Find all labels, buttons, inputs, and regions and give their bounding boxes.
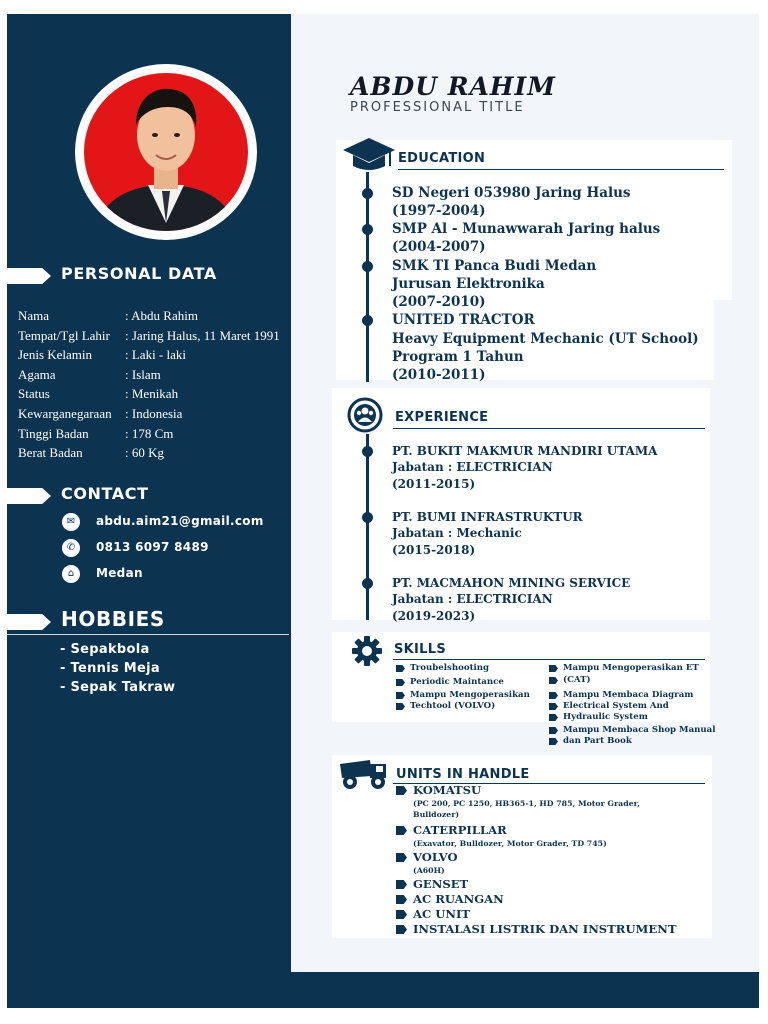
units-title: UNITS IN HANDLE bbox=[396, 767, 530, 782]
unit-item: CATERPILLAR bbox=[413, 823, 507, 837]
experience-period: (2011-2015) bbox=[392, 477, 476, 491]
experience-title: EXPERIENCE bbox=[395, 410, 489, 425]
timeline-dot bbox=[362, 188, 373, 199]
dump-truck-icon bbox=[338, 756, 390, 794]
contact-phone-text: 0813 6097 8489 bbox=[96, 540, 209, 554]
experience-role: Jabatan : ELECTRICIAN bbox=[392, 460, 553, 474]
experience-company: PT. MACMAHON MINING SERVICE bbox=[392, 576, 631, 590]
profile-photo bbox=[84, 73, 248, 231]
personal-row-name: Nama : Abdu Rahim bbox=[18, 308, 198, 323]
unit-detail: Bulldozer) bbox=[413, 810, 460, 819]
personal-row-nationality: Kewarganegaraan : Indonesia bbox=[18, 406, 183, 421]
unit-item: VOLVO bbox=[413, 850, 458, 864]
unit-item: KOMATSU bbox=[413, 783, 482, 797]
education-line: Heavy Equipment Mechanic (UT School) bbox=[392, 331, 699, 347]
education-line: UNITED TRACTOR bbox=[392, 312, 535, 328]
timeline-dot bbox=[362, 224, 373, 235]
arrow-right-icon bbox=[7, 268, 51, 284]
timeline-dot bbox=[362, 446, 373, 457]
personal-data-header bbox=[7, 264, 267, 288]
experience-role: Jabatan : ELECTRICIAN bbox=[392, 592, 553, 606]
skill-item-cont: Hydraulic System bbox=[563, 712, 648, 722]
hobby-item: - Sepakbola bbox=[60, 642, 150, 657]
personal-row-weight: Berat Badan : 60 Kg bbox=[18, 445, 164, 460]
education-line: Program 1 Tahun bbox=[392, 349, 524, 365]
personal-row-birth: Tempat/Tgl Lahir : Jaring Halus, 11 Maret 1991 bbox=[18, 328, 280, 343]
education-line: (2007-2010) bbox=[392, 294, 486, 310]
education-rule bbox=[398, 169, 724, 170]
timeline-dot bbox=[362, 315, 373, 326]
hobby-item: - Sepak Takraw bbox=[60, 680, 176, 695]
education-line: SMK TI Panca Budi Medan bbox=[392, 258, 597, 274]
unit-detail: (PC 200, PC 1250, HB365-1, HD 785, Motor Grader, bbox=[413, 799, 640, 808]
hobbies-header bbox=[7, 607, 267, 634]
skills-title: SKILLS bbox=[394, 642, 447, 657]
education-line: (1997-2004) bbox=[392, 203, 486, 219]
skill-item: Mampu Mengoperasikan bbox=[410, 690, 530, 700]
skill-item-cont: (CAT) bbox=[563, 675, 591, 685]
unit-item: AC RUANGAN bbox=[413, 892, 504, 906]
unit-detail: (Exavator, Bulldozer, Motor Grader, TD 745) bbox=[413, 839, 607, 848]
skill-item: Periodic Maintance bbox=[410, 677, 504, 687]
education-title: EDUCATION bbox=[398, 151, 486, 166]
skill-item-cont: Techtool (VOLVO) bbox=[410, 701, 496, 711]
personal-row-gender: Jenis Kelamin : Laki - laki bbox=[18, 347, 187, 362]
experience-company: PT. BUMI INFRASTRUKTUR bbox=[392, 510, 583, 524]
education-line: SMP Al - Munawwarah Jaring halus bbox=[392, 221, 661, 237]
person-name: ABDU RAHIM bbox=[350, 72, 556, 101]
skill-item-cont: dan Part Book bbox=[563, 736, 632, 746]
phone-icon: ✆ bbox=[62, 539, 80, 557]
hobby-item: - Tennis Meja bbox=[60, 661, 160, 676]
education-line: (2010-2011) bbox=[392, 367, 486, 383]
people-target-icon bbox=[347, 397, 383, 437]
timeline-dot bbox=[362, 261, 373, 272]
experience-period: (2015-2018) bbox=[392, 543, 476, 557]
experience-rule bbox=[393, 428, 705, 429]
personal-row-height: Tinggi Badan : 178 Cm bbox=[18, 426, 174, 441]
skill-item-cont: Electrical System And bbox=[563, 701, 669, 711]
personal-row-religion: Agama : Islam bbox=[18, 367, 161, 382]
professional-title: PROFESSIONAL TITLE bbox=[350, 100, 525, 115]
education-line: (2004-2007) bbox=[392, 239, 486, 255]
unit-item: INSTALASI LISTRIK DAN INSTRUMENT bbox=[413, 922, 677, 936]
skill-item: Mampu Membaca Diagram bbox=[563, 690, 694, 700]
experience-period: (2019-2023) bbox=[392, 609, 476, 623]
unit-item: GENSET bbox=[413, 877, 469, 891]
experience-timeline bbox=[366, 434, 369, 620]
experience-company: PT. BUKIT MAKMUR MANDIRI UTAMA bbox=[392, 444, 658, 458]
timeline-dot bbox=[362, 512, 373, 523]
skills-rule bbox=[393, 659, 705, 660]
contact-header bbox=[7, 484, 267, 508]
skill-item: Mampu Membaca Shop Manual bbox=[563, 725, 716, 735]
education-line: SD Negeri 053980 Jaring Halus bbox=[392, 185, 631, 201]
contact-email-text: abdu.aim21@gmail.com bbox=[96, 514, 264, 528]
personal-row-status: Status : Menikah bbox=[18, 386, 179, 401]
contact-address-text: Medan bbox=[96, 566, 143, 580]
home-icon: ⌂ bbox=[62, 565, 80, 583]
contact-title: CONTACT bbox=[61, 484, 149, 503]
arrow-right-icon bbox=[7, 614, 51, 630]
graduation-cap-icon bbox=[343, 138, 395, 178]
unit-item: AC UNIT bbox=[413, 907, 471, 921]
gear-icon bbox=[352, 636, 382, 670]
experience-role: Jabatan : Mechanic bbox=[392, 526, 522, 540]
bottom-band bbox=[7, 972, 759, 1008]
hobbies-divider bbox=[7, 634, 289, 635]
education-line: Jurusan Elektronika bbox=[392, 276, 545, 292]
skill-item: Mampu Mengoperasikan ET bbox=[563, 663, 699, 673]
personal-data-title: PERSONAL DATA bbox=[61, 264, 217, 283]
education-timeline bbox=[366, 172, 369, 382]
unit-detail: (A60H) bbox=[413, 866, 445, 875]
mail-icon: ✉ bbox=[62, 513, 80, 531]
hobbies-title: HOBBIES bbox=[61, 607, 165, 631]
arrow-right-icon bbox=[7, 488, 51, 504]
timeline-dot bbox=[362, 578, 373, 589]
skill-item: Troubelshooting bbox=[410, 663, 490, 673]
